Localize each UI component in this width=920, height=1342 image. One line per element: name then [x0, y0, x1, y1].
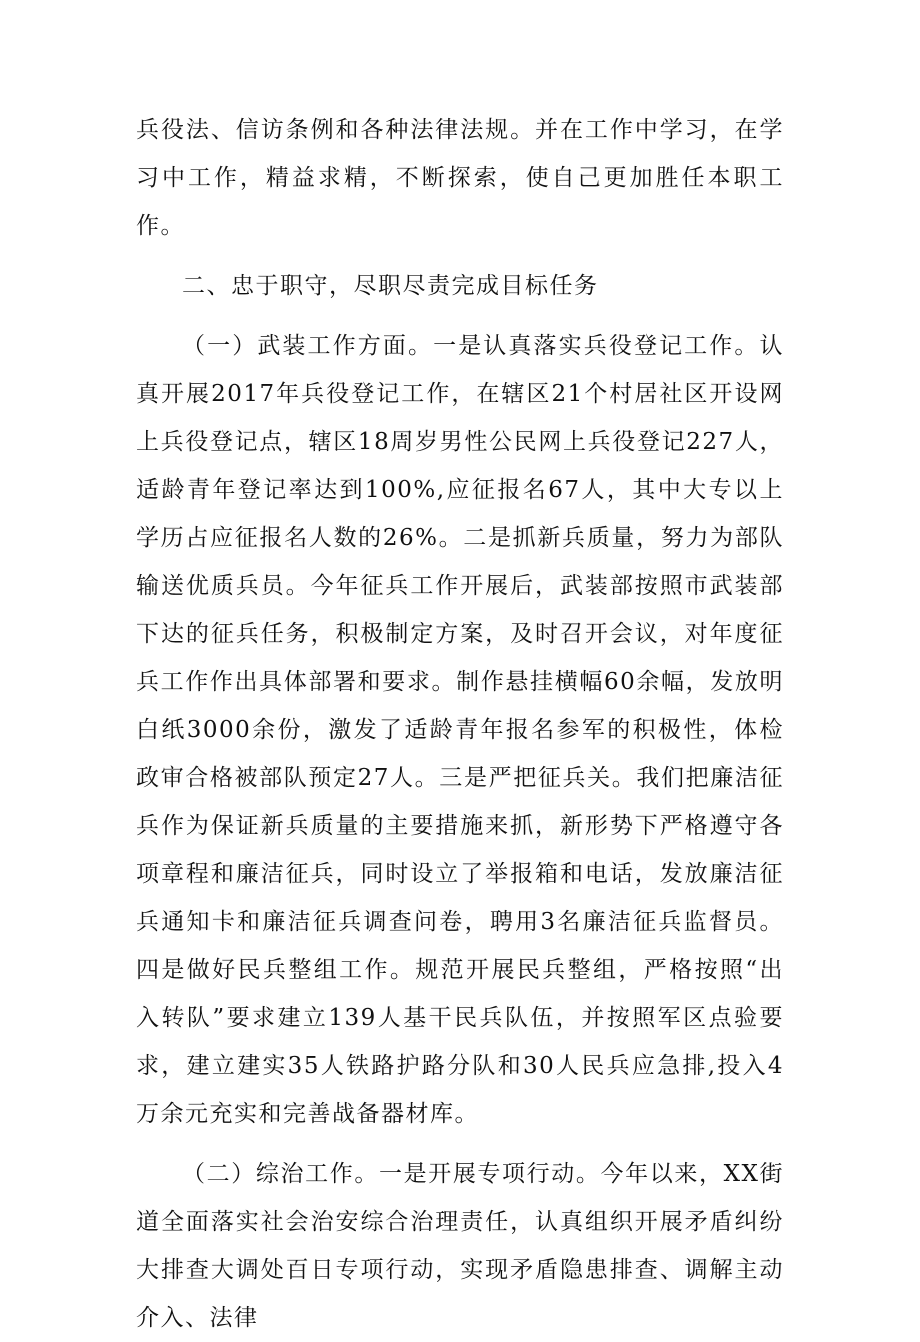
section-heading: 二、忠于职守，尽职尽责完成目标任务	[182, 273, 599, 299]
paragraph-intro-continuation: 兵役法、信访条例和各种法律法规。并在工作中学习，在学习中工作，精益求精，不断探索，使自己更加胜任本职工作。	[136, 117, 784, 239]
paragraph-armed-forces-work: （一）武装工作方面。一是认真落实兵役登记工作。认真开展2017年兵役登记工作，在辖区21个村居社区开设网上兵役登记点，辖区18周岁男性公民网上兵役登记227人，适龄青年登记率达到100%,应征报名67人，其中大专以上学历占应征报名人数的26%。二是抓新兵质量，努力为部队输送优质兵员。今年征兵工作开展后，武装部按照市武装部下达的征兵任务，积极制定方案，及时召开会议，对年度征兵工作作出具体部署和要求。制作悬挂横幅60余幅，发放明白纸3000余份，激发了适龄青年报名参军的积极性，体检政审合格被部队预定27人。三是严把征兵关。我们把廉洁征兵作为保证新兵质量的主要措施来抓，新形势下严格遵守各项章程和廉洁征兵，同时设立了举报箱和电话，发放廉洁征兵通知卡和廉洁征兵调查问卷，聘用3名廉洁征兵监督员。四是做好民兵整组工作。规范开展民兵整组，严格按照“出入转队”要求建立139人基干民兵队伍，并按照军区点验要求，建立建实35人铁路护路分队和30人民兵应急排,投入4万余元充实和完善战备器材库。	[136, 333, 784, 1127]
paragraph-comprehensive-governance: （二）综治工作。一是开展专项行动。今年以来，XX街道全面落实社会治安综合治理责任，认真组织开展矛盾纠纷大排查大调处百日专项行动，实现矛盾隐患排查、调解主动介入、法律	[136, 1161, 784, 1331]
